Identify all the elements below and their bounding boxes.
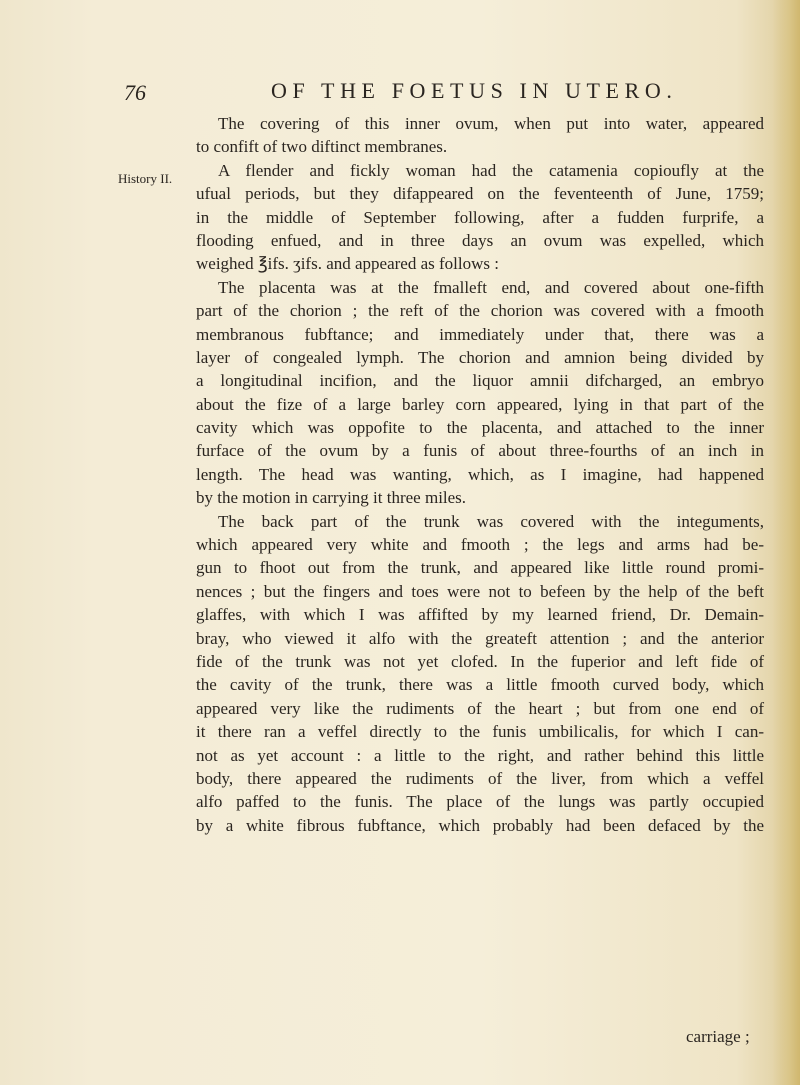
text-line: the cavity of the trunk, there was a little fmooth curved body, which: [196, 675, 764, 695]
text-line: bray, who viewed it alfo with the greateft attention ; and the anterior: [196, 628, 764, 648]
text-line: it there ran a veffel directly to the funis umbilicalis, for which I can-: [196, 722, 764, 742]
text-line: appeared very like the rudiments of the heart ; but from one end of: [196, 698, 764, 718]
text-line: about the fize of a large barley corn appeared, lying in that part of the: [196, 394, 764, 414]
text-line: fide of the trunk was not yet clofed. In the fuperior and left fide of: [196, 651, 764, 671]
text-line: The back part of the trunk was covered with the integuments,: [218, 511, 764, 531]
text-line: by the motion in carrying it three miles.: [196, 488, 467, 508]
text-line: a longitudinal incifion, and the liquor amnii difcharged, an embryo: [196, 371, 764, 391]
text-line: A flender and fickly woman had the catamenia copioufly at the: [218, 160, 764, 180]
text-line: weighed ℥ifs. ʒifs. and appeared as follows :: [196, 254, 499, 274]
text-line: length. The head was wanting, which, as I imagine, had happened: [196, 464, 764, 484]
text-line: part of the chorion ; the reft of the chorion was covered with a fmooth: [196, 301, 764, 321]
text-line: not as yet account : a little to the right, and rather behind this little: [196, 745, 764, 765]
text-line: to confift of two diftinct membranes.: [196, 137, 448, 157]
catchword: carriage ;: [686, 1027, 750, 1046]
text-line: nences ; but the fingers and toes were not to befeen by the help of the beft: [196, 581, 764, 601]
text-line: The placenta was at the fmalleft end, and covered about one-fifth: [218, 277, 764, 297]
text-line: gun to fhoot out from the trunk, and appeared like little round promi-: [196, 558, 764, 578]
page-edge-shading: [772, 0, 800, 1085]
text-line: flooding enfued, and in three days an ovum was expelled, which: [196, 230, 764, 250]
text-line: cavity which was oppofite to the placenta, and attached to the inner: [196, 418, 764, 438]
text-line: furface of the ovum by a funis of about three-fourths of an inch in: [196, 441, 764, 461]
text-line: ufual periods, but they difappeared on the feventeenth of June, 1759;: [196, 184, 764, 204]
running-head: OF THE FOETUS IN UTERO.: [271, 78, 678, 103]
body-text: [196, 112, 764, 837]
text-line: alfo paffed to the funis. The place of the lungs was partly occupied: [196, 792, 764, 812]
text-line: membranous fubftance; and immediately under that, there was a: [196, 324, 764, 344]
text-line: by a white fibrous fubftance, which probably had been defaced by the: [196, 815, 764, 835]
text-line: layer of congealed lymph. The chorion and amnion being divided by: [196, 347, 764, 367]
text-line: The covering of this inner ovum, when put into water, appeared: [218, 114, 764, 133]
page-number: 76: [124, 80, 146, 105]
text-line: glaffes, with which I was affifted by my learned friend, Dr. Demain-: [196, 605, 764, 625]
text-line: which appeared very white and fmooth ; the legs and arms had be-: [196, 535, 764, 555]
text-line: in the middle of September following, after a fudden furprife, a: [196, 207, 764, 227]
margin-note: History II.: [118, 171, 173, 186]
text-line: body, there appeared the rudiments of the liver, from which a veffel: [196, 768, 764, 788]
